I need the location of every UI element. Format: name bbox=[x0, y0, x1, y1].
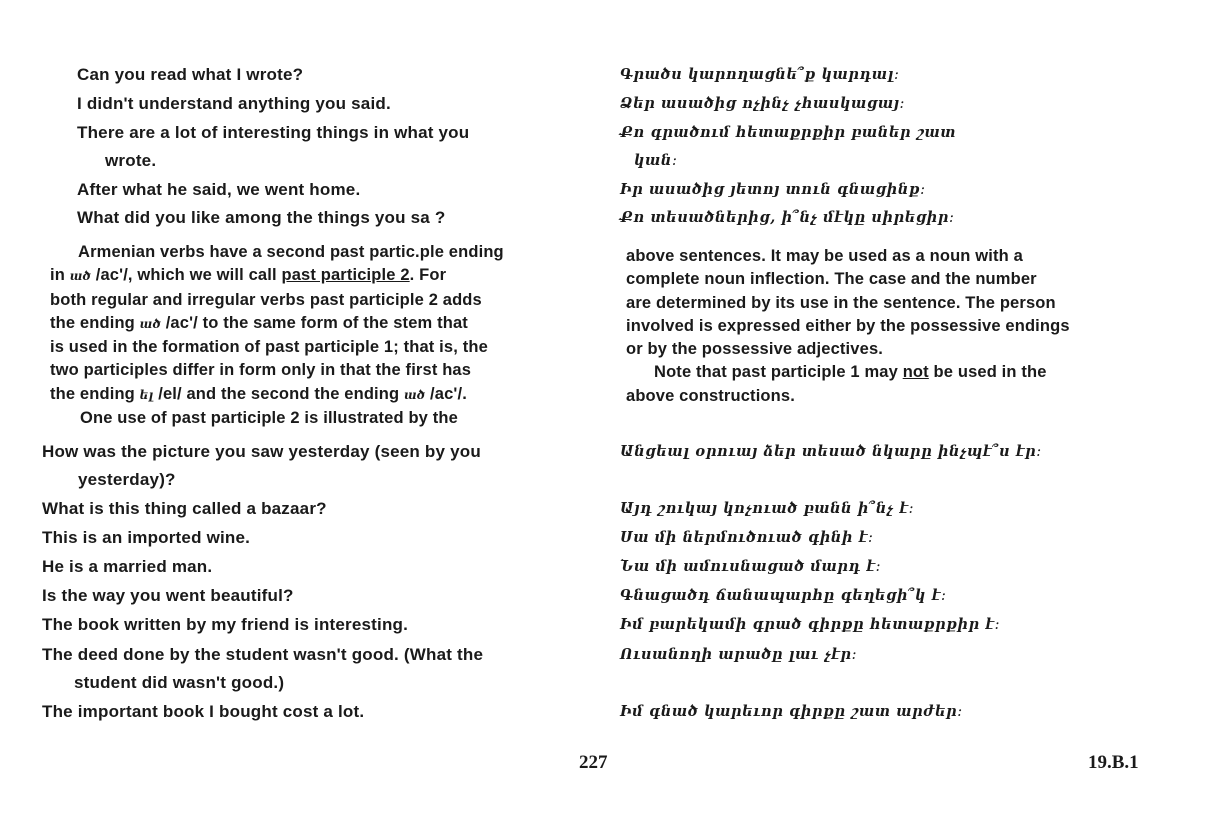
english-sentence: He is a married man. bbox=[42, 557, 213, 576]
english-sentence-continued: wrote. bbox=[105, 151, 157, 170]
paragraph-text: in bbox=[50, 266, 65, 285]
english-sentence: I didn't understand anything you said. bbox=[77, 94, 391, 113]
english-sentence: The book written by my friend is interesting. bbox=[42, 615, 409, 634]
armenian-sentence: Սա մի ներմուծուած գինի է։ bbox=[620, 529, 874, 546]
paragraph-line: both regular and irregular verbs past participle 2 adds bbox=[50, 290, 482, 309]
paragraph-line: involved is expressed either by the possessive endings bbox=[626, 316, 1070, 335]
paragraph-text: /ac'/ to the same form of the stem that bbox=[165, 313, 468, 332]
english-sentence: After what he said, we went home. bbox=[77, 180, 361, 199]
paragraph-text: /ac'/, which we will call bbox=[95, 266, 277, 285]
paragraph-text: Note that past participle 1 may bbox=[654, 363, 898, 382]
armenian-suffix: ած bbox=[69, 269, 91, 284]
paragraph-text: the ending bbox=[50, 384, 135, 403]
english-sentence: Is the way you went beautiful? bbox=[42, 586, 294, 605]
english-sentence: The deed done by the student wasn't good. (What the bbox=[42, 645, 484, 664]
english-sentence: How was the picture you saw yesterday (seen by you bbox=[42, 442, 481, 461]
armenian-sentence: Գրածս կարողացնե՞ք կարդալ։ bbox=[620, 66, 900, 83]
armenian-sentence: Ուսանողի արածը լաւ չէր։ bbox=[620, 646, 858, 663]
armenian-sentence: Քո տեսածներից, ի՞նչ մէկը սիրեցիր։ bbox=[620, 209, 955, 226]
english-sentence: What did you like among the things you sa ? bbox=[77, 208, 446, 227]
paragraph-text: the ending bbox=[50, 313, 135, 332]
armenian-sentence-continued: կան։ bbox=[634, 152, 678, 169]
armenian-sentence: Քո գրածում հետաքրքիր բաներ շատ bbox=[620, 124, 957, 141]
term-past-participle-2: past participle 2 bbox=[281, 266, 410, 285]
english-sentence: The important book I bought cost a lot. bbox=[42, 702, 365, 721]
armenian-suffix: ած bbox=[403, 387, 426, 402]
paragraph-text: /ac'/. bbox=[430, 384, 467, 403]
paragraph-line bbox=[50, 264, 504, 288]
paragraph-line: are determined by its use in the sentence. The person bbox=[626, 293, 1056, 312]
paragraph-line bbox=[626, 361, 1070, 384]
english-sentence: There are a lot of interesting things in what you bbox=[77, 123, 470, 142]
paragraph-line bbox=[50, 312, 504, 336]
page-number: 227 bbox=[579, 752, 608, 773]
paragraph-line: above sentences. It may be used as a noun with a bbox=[626, 247, 1023, 265]
paragraph-line: above constructions. bbox=[626, 386, 795, 405]
armenian-sentence: Իր ասածից յետոյ տուն գնացինք։ bbox=[620, 181, 926, 198]
paragraph-line: or by the possessive adjectives. bbox=[626, 340, 884, 359]
english-sentence: This is an imported wine. bbox=[42, 528, 251, 547]
paragraph-line: complete noun inflection. The case and the number bbox=[626, 270, 1037, 289]
section-number: 19.B.1 bbox=[1088, 752, 1139, 773]
paragraph-text: . For bbox=[409, 266, 447, 285]
paragraph-line bbox=[50, 383, 504, 407]
paragraph-line: two participles differ in form only in that the first has bbox=[50, 361, 472, 380]
armenian-sentence: Իմ բարեկամի գրած գիրքը հետաքրքիր է։ bbox=[620, 616, 1001, 633]
english-sentence-continued: student did wasn't good.) bbox=[74, 673, 285, 692]
explanation-left-column bbox=[50, 241, 504, 430]
armenian-suffix: ած bbox=[139, 316, 161, 331]
paragraph-line: is used in the formation of past participle 1; that is, the bbox=[50, 338, 488, 357]
armenian-sentence: Նա մի ամուսնացած մարդ է։ bbox=[620, 558, 882, 575]
armenian-sentence: Այդ շուկայ կոչուած բանն ի՞նչ է։ bbox=[620, 500, 915, 517]
paragraph-text: /el/ and the second the ending bbox=[158, 384, 400, 403]
emphasis-not: not bbox=[902, 363, 929, 382]
english-sentence-continued: yesterday)? bbox=[78, 470, 176, 489]
armenian-suffix: ել bbox=[139, 387, 154, 402]
paragraph-line: One use of past participle 2 is illustrated by the bbox=[80, 409, 458, 428]
armenian-sentence: Իմ գնած կարեւոր գիրքը շատ արժեր։ bbox=[620, 703, 963, 720]
armenian-sentence: Ձեր ասածից ոչինչ չհասկացայ։ bbox=[620, 95, 906, 112]
paragraph-line: Armenian verbs have a second past partic.ple ending bbox=[78, 243, 504, 261]
paragraph-text: be used in the bbox=[933, 363, 1047, 382]
explanation-right-column bbox=[626, 245, 1070, 408]
english-sentence: What is this thing called a bazaar? bbox=[42, 499, 327, 518]
armenian-sentence: Անցեալ օրուայ ձեր տեսած նկարը ինչպէ՞ս էր։ bbox=[620, 443, 1042, 460]
armenian-sentence: Գնացածդ ճանապարհը գեղեցի՞կ է։ bbox=[620, 587, 947, 604]
english-sentence: Can you read what I wrote? bbox=[77, 65, 304, 84]
